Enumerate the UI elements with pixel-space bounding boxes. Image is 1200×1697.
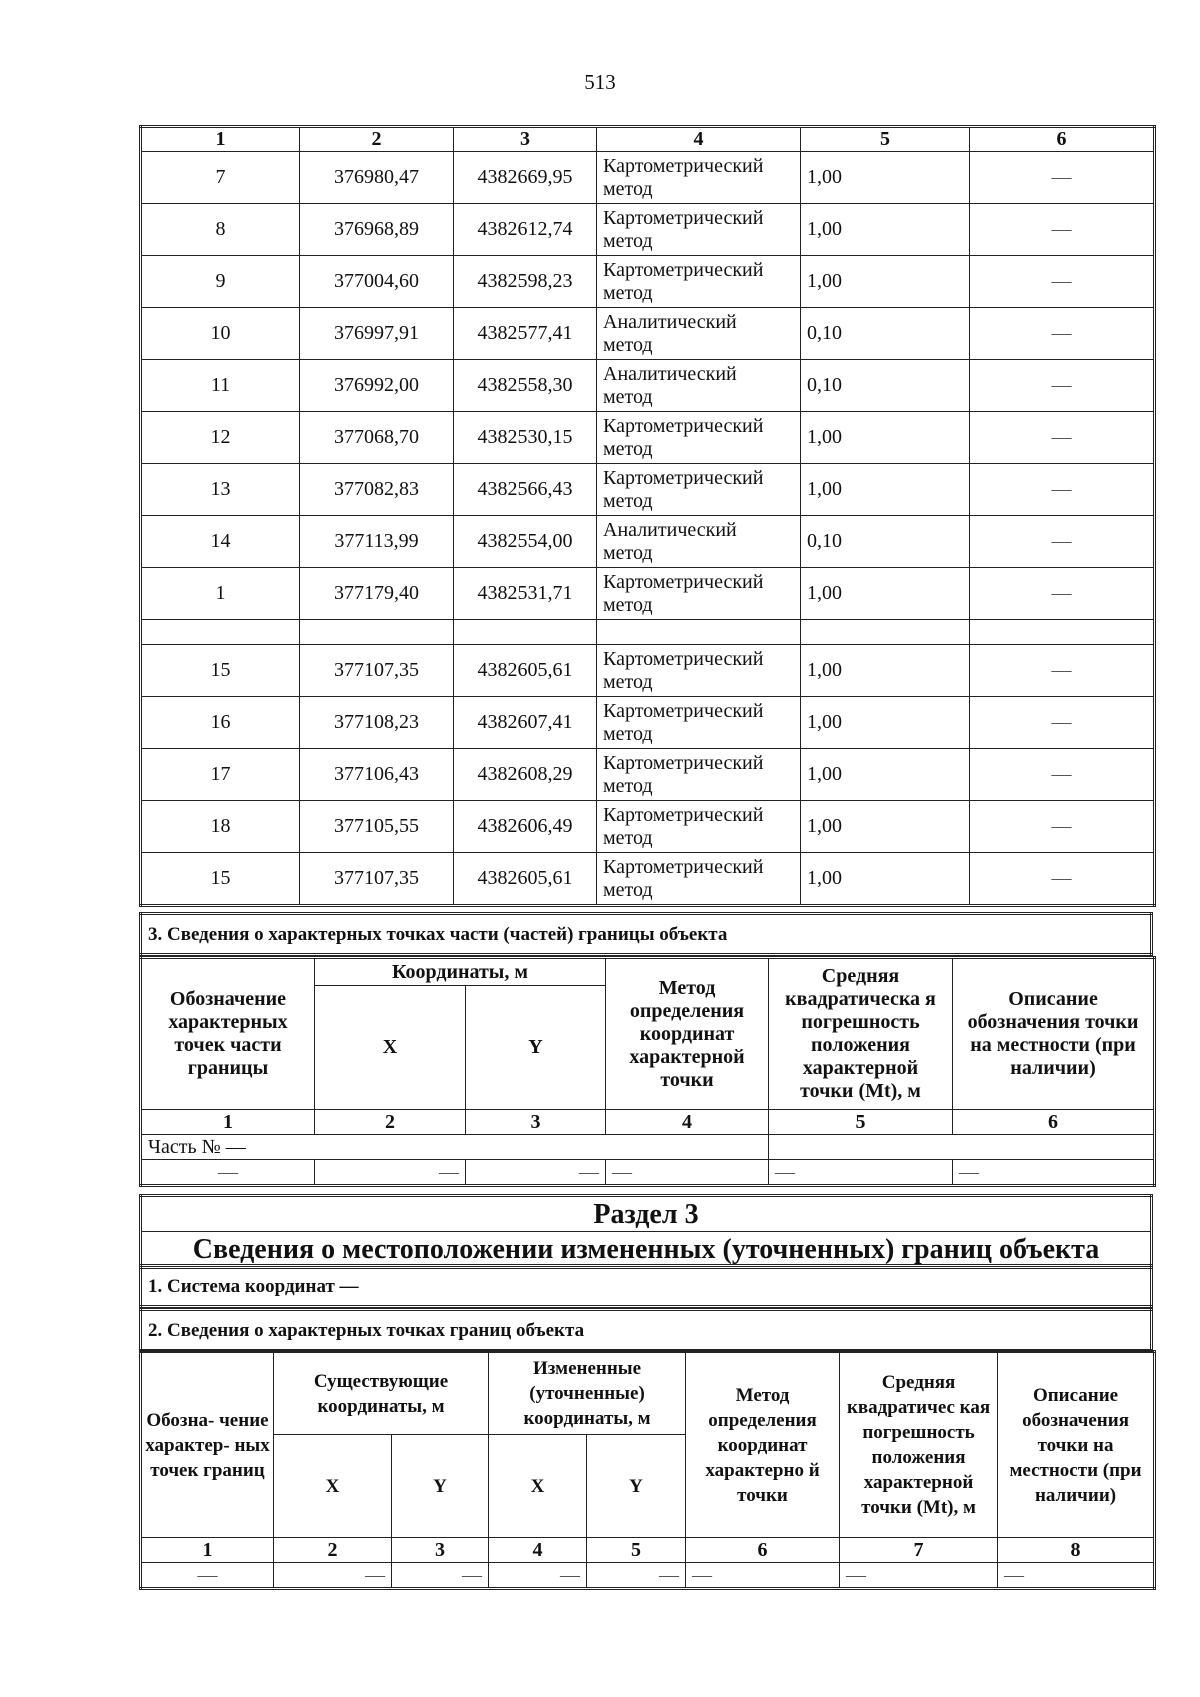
- col-number: 3: [466, 1110, 606, 1135]
- accuracy: 0,10: [801, 360, 970, 412]
- coord-y: 4382608,29: [454, 749, 597, 801]
- point-number: 17: [141, 749, 300, 801]
- razdel3-title-table: [139, 1194, 1153, 1269]
- coord-y: 4382554,00: [454, 516, 597, 568]
- method-line: Картометрический: [603, 647, 764, 670]
- method-line: Картометрический: [603, 751, 764, 774]
- coord-x: 376968,89: [300, 204, 454, 256]
- point-number: 7: [141, 152, 300, 204]
- method-line: метод: [603, 229, 653, 252]
- accuracy: 1,00: [801, 152, 970, 204]
- method: [597, 568, 801, 620]
- table-row: [141, 801, 1155, 853]
- point-number: 12: [141, 412, 300, 464]
- method: [597, 204, 801, 256]
- header-method: Метод определения координат характерной точки: [606, 958, 769, 1110]
- method: [597, 853, 801, 906]
- razdel-subtitle: Сведения о местоположении измененных (уточненных) границ объекта: [141, 1232, 1152, 1268]
- page-number: 513: [584, 70, 616, 94]
- method-line: метод: [603, 593, 653, 616]
- coord-y: 4382566,43: [454, 464, 597, 516]
- point-number: 1: [141, 568, 300, 620]
- col-number: 5: [769, 1110, 953, 1135]
- accuracy: 1,00: [801, 568, 970, 620]
- dash-cell: —: [606, 1160, 769, 1186]
- method-line: Картометрический: [603, 206, 764, 229]
- header-y: Y: [392, 1435, 489, 1538]
- coord-x: 376980,47: [300, 152, 454, 204]
- col-header: 1: [141, 127, 300, 152]
- table-row: [141, 697, 1155, 749]
- method-line: метод: [603, 333, 653, 356]
- header-existing: Существующие координаты, м: [274, 1352, 489, 1435]
- coord-y: 4382605,61: [454, 645, 597, 697]
- description: —: [970, 568, 1155, 620]
- col-number: 3: [392, 1538, 489, 1563]
- col-number: 4: [606, 1110, 769, 1135]
- method-line: метод: [603, 878, 653, 901]
- col-number: 2: [274, 1538, 392, 1563]
- dash-cell: —: [489, 1563, 587, 1589]
- points-title: 2. Сведения о характерных точках границ объекта: [141, 1310, 1152, 1351]
- description: —: [970, 749, 1155, 801]
- point-number: 14: [141, 516, 300, 568]
- col-number: 1: [141, 1538, 274, 1563]
- description: —: [970, 308, 1155, 360]
- header-points: Обозначение характерных точек части границы: [141, 958, 315, 1110]
- dash-cell: —: [315, 1160, 466, 1186]
- dash-cell: —: [998, 1563, 1155, 1589]
- method: [597, 360, 801, 412]
- header-y: Y: [587, 1435, 686, 1538]
- description: —: [970, 360, 1155, 412]
- point-number: 9: [141, 256, 300, 308]
- point-number: 11: [141, 360, 300, 412]
- coord-y: 4382558,30: [454, 360, 597, 412]
- method-line: Аналитический: [603, 518, 737, 541]
- method-line: метод: [603, 541, 653, 564]
- coord-y: 4382531,71: [454, 568, 597, 620]
- section3-title-table: [139, 912, 1153, 956]
- description: —: [970, 645, 1155, 697]
- point-number: 18: [141, 801, 300, 853]
- method-line: Картометрический: [603, 570, 764, 593]
- coord-y: 4382612,74: [454, 204, 597, 256]
- header-accuracy: Средняя квадратическа я погрешность положения характерной точки (Mt), м: [769, 958, 953, 1110]
- accuracy: 1,00: [801, 801, 970, 853]
- table-row: [141, 256, 1155, 308]
- accuracy: 1,00: [801, 645, 970, 697]
- col-number: 6: [686, 1538, 840, 1563]
- accuracy: 1,00: [801, 256, 970, 308]
- description: —: [970, 204, 1155, 256]
- col-number: 8: [998, 1538, 1155, 1563]
- col-number: 6: [953, 1110, 1155, 1135]
- method-line: метод: [603, 722, 653, 745]
- table-row: [141, 645, 1155, 697]
- method-line: Аналитический: [603, 362, 737, 385]
- col-number: 5: [587, 1538, 686, 1563]
- description: —: [970, 801, 1155, 853]
- coordinates-table: [139, 125, 1156, 907]
- method-line: Картометрический: [603, 154, 764, 177]
- point-number: 8: [141, 204, 300, 256]
- col-header: 2: [300, 127, 454, 152]
- accuracy: 1,00: [801, 853, 970, 906]
- coord-x: 377068,70: [300, 412, 454, 464]
- method-line: Картометрический: [603, 258, 764, 281]
- point-number: 16: [141, 697, 300, 749]
- dash-cell: —: [686, 1563, 840, 1589]
- method: [597, 749, 801, 801]
- point-number: 15: [141, 645, 300, 697]
- accuracy: 0,10: [801, 308, 970, 360]
- description: —: [970, 256, 1155, 308]
- method: [597, 412, 801, 464]
- method: [597, 801, 801, 853]
- method: [597, 308, 801, 360]
- method: [597, 256, 801, 308]
- description: —: [970, 516, 1155, 568]
- header-row: [141, 127, 1155, 152]
- coord-y: 4382530,15: [454, 412, 597, 464]
- method-line: метод: [603, 774, 653, 797]
- point-number: 15: [141, 853, 300, 906]
- part-label: Часть № —: [141, 1135, 769, 1160]
- coord-y: 4382598,23: [454, 256, 597, 308]
- table-row: [141, 360, 1155, 412]
- header-x: X: [315, 986, 466, 1110]
- coord-y: 4382577,41: [454, 308, 597, 360]
- accuracy: 0,10: [801, 516, 970, 568]
- method-line: Картометрический: [603, 414, 764, 437]
- description: —: [970, 412, 1155, 464]
- method-line: Картометрический: [603, 699, 764, 722]
- dash-cell: —: [587, 1563, 686, 1589]
- header-x: X: [489, 1435, 587, 1538]
- coord-x: 377107,35: [300, 645, 454, 697]
- accuracy: 1,00: [801, 464, 970, 516]
- coord-x: 377107,35: [300, 853, 454, 906]
- method-line: метод: [603, 489, 653, 512]
- accuracy: 1,00: [801, 412, 970, 464]
- method-line: Картометрический: [603, 466, 764, 489]
- accuracy: 1,00: [801, 749, 970, 801]
- method: [597, 516, 801, 568]
- method-line: Аналитический: [603, 310, 737, 333]
- header-accuracy: Средняя квадратичес кая погрешность положения характерной точки (Mt), м: [840, 1352, 998, 1538]
- dash-cell: —: [840, 1563, 998, 1589]
- header-points: Обозна- чение характер- ных точек границ: [141, 1352, 274, 1538]
- dash-cell: —: [466, 1160, 606, 1186]
- coord-x: 377082,83: [300, 464, 454, 516]
- col-header: 4: [597, 127, 801, 152]
- table-row: [141, 152, 1155, 204]
- razdel3-table: [139, 1350, 1156, 1590]
- dash-cell: —: [274, 1563, 392, 1589]
- table-row: [141, 568, 1155, 620]
- dash-cell: —: [953, 1160, 1155, 1186]
- table-row: [141, 516, 1155, 568]
- coord-y: 4382669,95: [454, 152, 597, 204]
- coord-y: 4382605,61: [454, 853, 597, 906]
- header-changed: Измененные (уточненные) координаты, м: [489, 1352, 686, 1435]
- table-row: [141, 412, 1155, 464]
- table-row: [141, 749, 1155, 801]
- table-row: [141, 464, 1155, 516]
- method-line: Картометрический: [603, 855, 764, 878]
- dash-cell: —: [141, 1563, 274, 1589]
- coord-y: 4382606,49: [454, 801, 597, 853]
- dash-cell: —: [141, 1160, 315, 1186]
- dash-cell: —: [769, 1160, 953, 1186]
- header-description: Описание обозначения точки на местности (при наличии): [998, 1352, 1155, 1538]
- description: —: [970, 853, 1155, 906]
- coord-x: 377113,99: [300, 516, 454, 568]
- coord-x: 377105,55: [300, 801, 454, 853]
- accuracy: 1,00: [801, 697, 970, 749]
- method: [597, 152, 801, 204]
- method-line: Картометрический: [603, 803, 764, 826]
- method-line: метод: [603, 177, 653, 200]
- col-number: 4: [489, 1538, 587, 1563]
- col-header: 3: [454, 127, 597, 152]
- point-number: 10: [141, 308, 300, 360]
- method-line: метод: [603, 670, 653, 693]
- header-x: X: [274, 1435, 392, 1538]
- section3-table: [139, 956, 1156, 1187]
- table-row: [141, 308, 1155, 360]
- description: —: [970, 464, 1155, 516]
- coord-x: 377004,60: [300, 256, 454, 308]
- col-number: 1: [141, 1110, 315, 1135]
- coord-x: 376997,91: [300, 308, 454, 360]
- coord-system: 1. Система координат —: [141, 1266, 1152, 1307]
- method: [597, 645, 801, 697]
- col-header: 5: [801, 127, 970, 152]
- table-row: [141, 204, 1155, 256]
- coord-x: 377179,40: [300, 568, 454, 620]
- coord-y: 4382607,41: [454, 697, 597, 749]
- header-description: Описание обозначения точки на местности (при наличии): [953, 958, 1155, 1110]
- description: —: [970, 152, 1155, 204]
- coord-x: 377106,43: [300, 749, 454, 801]
- dash-cell: —: [392, 1563, 489, 1589]
- method-line: метод: [603, 385, 653, 408]
- method-line: метод: [603, 437, 653, 460]
- description: —: [970, 697, 1155, 749]
- coord-x: 376992,00: [300, 360, 454, 412]
- col-header: 6: [970, 127, 1155, 152]
- method-line: метод: [603, 826, 653, 849]
- coord-x: 377108,23: [300, 697, 454, 749]
- section3-title: 3. Сведения о характерных точках части (частей) границы объекта: [141, 914, 1152, 955]
- header-coords: Координаты, м: [315, 958, 606, 986]
- empty-row: [141, 620, 1155, 645]
- method: [597, 697, 801, 749]
- header-y: Y: [466, 986, 606, 1110]
- point-number: 13: [141, 464, 300, 516]
- header-method: Метод определения координат характерно й точки: [686, 1352, 840, 1538]
- table-row: [141, 853, 1155, 906]
- method-line: метод: [603, 281, 653, 304]
- method: [597, 464, 801, 516]
- razdel-title: Раздел 3: [141, 1196, 1152, 1232]
- accuracy: 1,00: [801, 204, 970, 256]
- col-number: 7: [840, 1538, 998, 1563]
- col-number: 2: [315, 1110, 466, 1135]
